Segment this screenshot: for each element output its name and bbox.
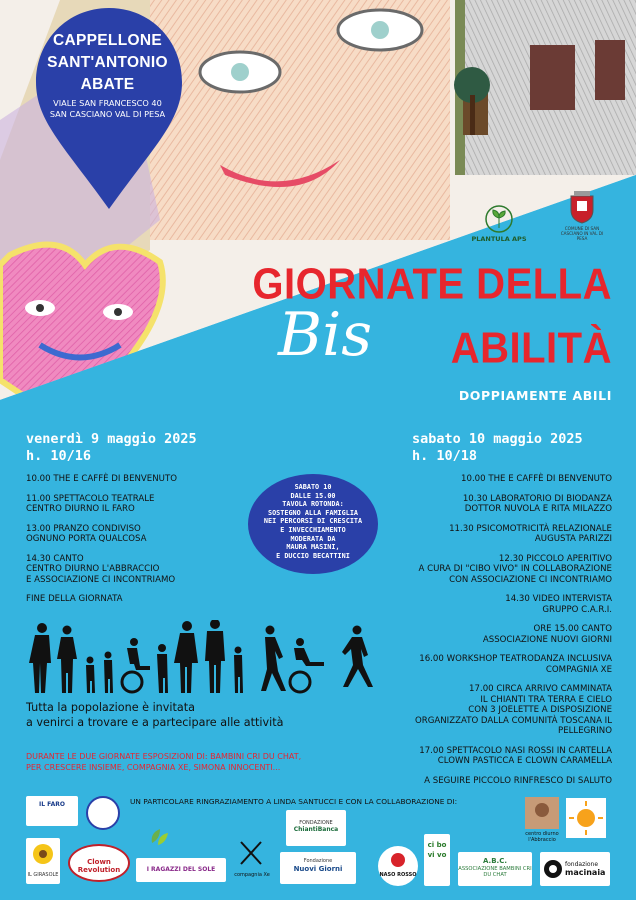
- roundtable-line: NEI PERCORSI DI CRESCITA: [263, 517, 363, 526]
- nuovi-giorni-label-b: Nuovi Giorni: [293, 865, 343, 873]
- program-item-title: A SEGUIRE PICCOLO RINFRESCO DI SALUTO: [424, 775, 612, 786]
- title-line-2: ABILITÀ: [450, 323, 612, 373]
- venue-name-line: ABATE: [80, 76, 135, 93]
- chiantibanca-label-b: ChiantiBanca: [293, 826, 339, 833]
- sprout-icon: [484, 204, 514, 234]
- exhibits-line: PER CRESCERE INSIEME, COMPAGNIA XE, SIMONA INNOCENTI...: [26, 763, 281, 772]
- il-faro-label: IL FARO: [39, 801, 65, 808]
- exhibits-note: [26, 751, 356, 773]
- clown-label: Clown Revolution: [77, 858, 121, 874]
- sun-logo: [566, 798, 606, 838]
- il-faro-logo: [26, 796, 78, 826]
- abc-label-b: ASSOCIAZIONE BAMBINI CRI DU CHAT: [458, 866, 532, 878]
- saturday-header: [412, 431, 583, 465]
- program-item-title: 16.00 WORKSHOP TEATRODANZA INCLUSIVA: [419, 654, 612, 664]
- naso-rosso-label: NASO ROSSO: [379, 872, 417, 878]
- fondazione-chiantibanca-logo: [286, 810, 346, 846]
- program-item-detail: ORGANIZZATO DALLA COMUNITÀ TOSCANA IL PELLEGRINO: [414, 715, 612, 736]
- nuovi-giorni-label-a: Fondazione: [303, 858, 333, 864]
- roundtable-line: E INVECCHIAMENTO: [280, 525, 346, 534]
- saturday-hours: h. 10/18: [412, 448, 478, 464]
- program-item-detail: GRUPPO C.A.R.I.: [542, 604, 612, 615]
- abbraccio-logo: [521, 797, 563, 845]
- girasole-label: IL GIRASOLE: [27, 872, 59, 878]
- program-item-title: 14.30 VIDEO INTERVISTA: [505, 594, 612, 604]
- program-item: [362, 494, 612, 515]
- roundtable-text: [254, 483, 372, 560]
- venue-info: [40, 30, 175, 120]
- program-item-detail: A CURA DI "CIBO VIVO" IN COLLABORAZIONE CON ASSOCIAZIONE CI INCONTRIAMO: [418, 564, 612, 585]
- roundtable-line: E DUCCIO BECATTINI: [276, 551, 350, 560]
- macinaia-emblem-icon: [543, 859, 563, 879]
- program-item-detail: COMPAGNIA XE: [545, 664, 612, 675]
- friday-program: [26, 474, 256, 614]
- program-item: [362, 684, 612, 737]
- ragazzi-label: I RAGAZZI DEL SOLE: [146, 866, 216, 873]
- plantula-logo: [466, 204, 532, 246]
- program-item-title: 13.00 PRANZO CONDIVISO: [26, 523, 141, 534]
- chiantibanca-label-a: FONDAZIONE: [299, 820, 333, 826]
- program-item-title: 14.30 CANTO: [26, 553, 84, 564]
- program-item: [362, 594, 612, 615]
- round-badge-logo: [86, 796, 120, 830]
- title-line-1: GIORNATE DELLA: [252, 259, 612, 309]
- venue-name-line: CAPPELLONE: [53, 32, 162, 49]
- comune-label: COMUNE DI SAN CASCIANO IN VAL DI PESA: [560, 226, 604, 241]
- nuovi-giorni-logo: [280, 852, 356, 884]
- xe-label: compagnia Xe: [234, 872, 270, 878]
- program-item: [362, 654, 612, 675]
- abc-label-a: A.B.C.: [483, 857, 507, 865]
- program-item-detail: CLOWN PASTICCA E CLOWN CARAMELLA: [437, 756, 612, 766]
- roundtable-line: MODERATA DA: [290, 534, 336, 543]
- program-item-detail: CENTRO DIURNO IL FARO: [26, 504, 135, 514]
- plantula-label: PLANTULA APS: [471, 235, 527, 243]
- cibo-vivo-label: ci bo vi vo: [427, 841, 447, 859]
- thanks-text: UN PARTICOLARE RINGRAZIAMENTO A LINDA SANTUCCI E CON LA COLLABORAZIONE DI:: [130, 797, 458, 806]
- program-item-title: FINE DELLA GIORNATA: [26, 594, 123, 604]
- venue-name-line: SANT'ANTONIO: [47, 54, 168, 71]
- program-item-title: 17.00 SPETTACOLO NASI ROSSI IN CARTELLA: [419, 745, 612, 756]
- abbraccio-label: centro diurno l'Abbraccio: [525, 831, 559, 843]
- program-item-title: 17.00 CIRCA ARRIVO CAMMINATA IL CHIANTI TRA TERRA E CIELO CON 3 JOELETTE A DISPOSIZIONE: [468, 684, 612, 715]
- program-item: [26, 494, 256, 515]
- clown-revolution-logo: [68, 844, 130, 882]
- ragazzi-del-sole-logo: [136, 858, 226, 882]
- sunflower-icon: [31, 842, 55, 866]
- roundtable-line: DALLE 15.00: [290, 491, 336, 500]
- friday-hours: h. 10/16: [26, 448, 92, 464]
- program-item-detail: DOTTOR NUVOLA E RITA MILAZZO: [464, 504, 612, 514]
- macinaia-label-a: fondazione: [565, 861, 599, 868]
- cibo-vivo-logo: [424, 834, 450, 886]
- title-bis-script: Bis: [278, 300, 373, 370]
- naso-rosso-logo: [378, 846, 418, 886]
- program-item-detail: AUGUSTA PARIZZI: [534, 534, 612, 544]
- program-item: [362, 624, 612, 645]
- venue-address-line: SAN CASCIANO VAL DI PESA: [49, 109, 166, 119]
- program-item-title: 12.30 PICCOLO APERITIVO: [498, 553, 612, 564]
- program-item-title: ORE 15.00 CANTO: [533, 624, 612, 634]
- program-item-detail: OGNUNO PORTA QUALCOSA: [26, 534, 147, 544]
- program-item: [362, 474, 612, 485]
- roundtable-line: SOSTEGNO ALLA FAMIGLIA: [267, 508, 359, 517]
- abc-cri-du-chat-logo: [458, 852, 532, 886]
- crest-icon: [568, 190, 596, 224]
- exhibits-line: DURANTE LE DUE GIORNATE ESPOSIZIONI DI: BAMBINI CRI DU CHAT,: [26, 752, 302, 761]
- title-subtitle: DOPPIAMENTE ABILI: [458, 388, 612, 403]
- program-item: [26, 474, 256, 485]
- program-item-title: 10.30 LABORATORIO DI BIODANZA: [462, 493, 612, 504]
- red-nose-icon: [390, 852, 406, 868]
- roundtable-line: MAURA MASINI,: [286, 543, 340, 552]
- program-item: [362, 554, 612, 586]
- comune-crest-logo: [558, 190, 606, 250]
- program-item-title: 11.30 PSICOMOTRICITÀ RELAZIONALE: [449, 523, 612, 534]
- program-item: [26, 524, 256, 545]
- program-item: [362, 524, 612, 545]
- xe-mark-icon: [237, 838, 267, 868]
- leaves-logo: [148, 825, 170, 847]
- program-item: [362, 746, 612, 767]
- program-item-title: 10.00 THE E CAFFÈ DI BENVENUTO: [26, 474, 177, 484]
- invite-line: Tutta la popolazione è invitata: [26, 701, 195, 714]
- roundtable-line: TAVOLA ROTONDA:: [282, 500, 344, 509]
- roundtable-line: SABATO 10: [294, 483, 332, 491]
- program-item-title: 11.00 SPETTACOLO TEATRALE: [26, 493, 155, 504]
- friday-header: [26, 431, 197, 465]
- hug-icon: [525, 797, 559, 829]
- program-item: [26, 594, 256, 605]
- venue-address: [40, 98, 175, 120]
- saturday-program: [362, 474, 612, 795]
- program-item: [362, 776, 612, 787]
- fondazione-macinaia-logo: [540, 852, 610, 886]
- people-silhouettes-illustration: [22, 620, 382, 695]
- program-item-detail: CENTRO DIURNO L'ABBRACCIO E ASSOCIAZIONE CI INCONTRIAMO: [26, 564, 176, 585]
- invite-text: [26, 700, 346, 730]
- venue-address-line: VIALE SAN FRANCESCO 40: [53, 98, 162, 108]
- compagnia-xe-logo: [232, 838, 272, 886]
- program-item: [26, 554, 256, 586]
- il-girasole-logo: [26, 838, 60, 884]
- macinaia-label-b: macinaia: [565, 868, 606, 877]
- program-item-detail: ASSOCIAZIONE NUOVI GIORNI: [482, 634, 612, 645]
- invite-line: a venirci a trovare e a partecipare alle attività: [26, 716, 284, 729]
- saturday-date: sabato 10 maggio 2025: [412, 431, 583, 447]
- friday-date: venerdì 9 maggio 2025: [26, 431, 197, 447]
- program-item-title: 10.00 THE E CAFFÈ DI BENVENUTO: [461, 474, 612, 484]
